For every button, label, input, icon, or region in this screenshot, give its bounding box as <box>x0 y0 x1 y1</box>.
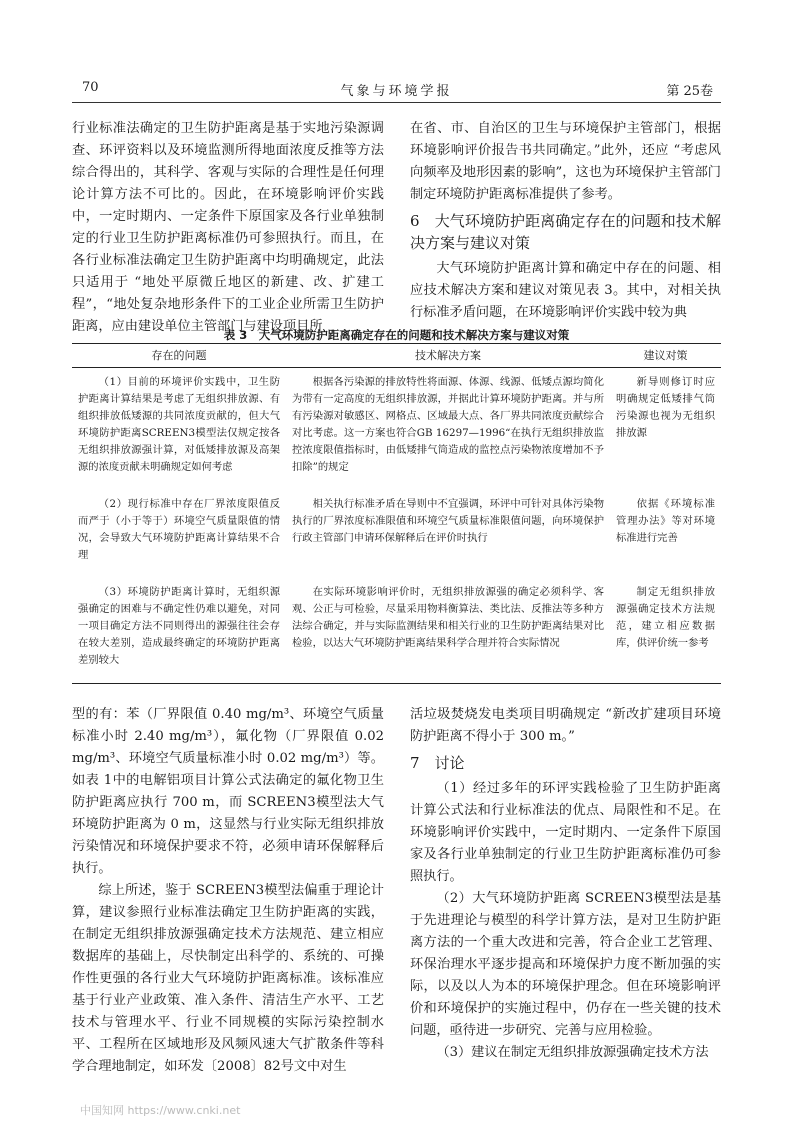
table-row <box>72 368 721 491</box>
advice-cell <box>610 490 721 578</box>
cell-text: 相关执行标准矛盾在导则中不宜强调，环评中可针对具体污染物执行的厂界浓度标准限值和环境空气质量标准限值问题，向环境保护行政主管部门申请环保解释后在评价时执行 <box>292 498 604 544</box>
running-header <box>72 78 721 103</box>
paragraph: （1）经过多年的环评实践检验了卫生防护距离计算公式法和行业标准法的优点、局限性和不足。在环境影响评价实践中，一定时期内、一定条件下原国家及各行业单独制定的行业卫生防护距离标准仍可参照执行。 <box>410 781 721 884</box>
journal-name: 气象与环境学报 <box>340 84 453 99</box>
page-number: 70 <box>82 80 99 95</box>
column-header-solution: 技术解决方案 <box>286 344 610 368</box>
left-column-bottom <box>72 704 384 1078</box>
table-row <box>72 490 721 578</box>
solution-cell <box>286 490 610 578</box>
cell-text: 新导则修订时应明确规定低矮排气筒污染源也视为无组织排放源 <box>616 376 715 439</box>
cell-text: 在实际环境影响评价时，无组织排放源强的确定必须科学、客观、公正与可检验，尽量采用物料衡算法、类比法、反推法等多种方法综合确定，并与实际监测结果和相关行业的卫生防护距离结果对比检验，以达大气环境防护距离结果科学合理并符合实际情况 <box>292 586 604 649</box>
paragraph: 行业标准法确定的卫生防护距离是基于实地污染源调查、环评资料以及环境监测所得地面浓度反推等方法综合得出的，其科学、客观与实际的合理性是任何理论计算方法不可比的。因此，在环境影响评价实践中，一定时期内、一定条件下原国家及各行业单独制定的行业卫生防护距离标准仍可参照执行。而且，在各行业标准法确定卫生防护距离中均明确规定，此法只适用于 “地处平原微丘地区的新建、改、扩建工程”，“地处复杂地形条件下的工业企业所需卫生防护距离，应由建设单位主管部门与建设项目所 <box>72 121 384 334</box>
right-column-bottom <box>410 704 721 1064</box>
cell-text: （2）现行标准中存在厂界浓度限值反而严于（小于等于）环境空气质量限值的情况，会导致大气环境防护距离计算结果不合理 <box>78 498 280 561</box>
paragraph: 大气环境防护距离计算和确定中存在的问题、相应技术解决方案和建议对策见表 3。其中，对相关执行标准矛盾问题，在环境影响评价实践中较为典 <box>410 261 721 320</box>
watermark: 中国知网 https://www.cnki.net <box>80 1104 241 1117</box>
paragraph: 在省、市、自治区的卫生与环境保护主管部门，根据环境影响评价报告书共同确定。”此外，还应 “考虑风向频率及地形因素的影响”，这也为环境保护主管部门制定环境防护距离标准提供了参考。 <box>410 121 721 202</box>
section-7-title: 7 讨论 <box>410 754 465 772</box>
problem-cell <box>72 578 286 684</box>
paragraph: （2）大气环境防护距离 SCREEN3模型法是基于先进理论与模型的科学计算方法，是对卫生防护距离方法的一个重大改进和完善，符合企业工艺管理、环保治理水平逐步提高和环境保护力度不断加强的实际，以及以人为本的环境保护理念。但在环境影响评价和环境保护的实施过程中，仍存在一些关键的技术问题，亟待进一步研究、完善与应用检验。 <box>410 891 721 1038</box>
cell-text: 依据《环境标准管理办法》等对环境标准进行完善 <box>616 498 715 544</box>
cell-text: （1）目前的环境评价实践中，卫生防护距离计算结果是考虑了无组织排放源、有组织排放低矮源的共同浓度贡献的，但大气环境防护距离SCREEN3模型法仅规定按各无组织排放源强计算，对低矮排放源及高架源的浓度贡献未明确规定如何考虑 <box>78 376 280 473</box>
problem-cell <box>72 368 286 491</box>
advice-cell <box>610 578 721 684</box>
paragraph: 型的有：苯（厂界限值 0.40 mg/m³、环境空气质量标准小时 2.40 mg/m³），氟化物（厂界限值 0.02 mg/m³、环境空气质量标准小时 0.02 mg/m³）等。如表 1中的电解铝项目计算公式法确定的氟化物卫生防护距离应执行 700 m，而 SCREEN3模型法大气环境防护距离为 0 m，这显然与行业实际无组织排放污染情况和环境保护要求不符，必须申请环保解释后执行。 <box>72 707 384 876</box>
paragraph: （3）建议在制定无组织排放源强确定技术方法 <box>436 1045 709 1060</box>
paragraph: 综上所述，鉴于 SCREEN3模型法偏重于理论计算，建议参照行业标准法确定卫生防护距离的实践，在制定无组织排放源强确定技术方法规范、建立相应数据库的基础上，尽快制定出科学的、系统的、可操作性更强的各行业大气环境防护距离标准。该标准应基于行业产业政策、准入条件、清洁生产水平、工艺技术与管理水平、行业不同规模的实际污染控制水平、工程所在区域地形及风频风速大气扩散条件等科学合理地制定，如环发〔2008〕82号文中对生 <box>72 883 384 1074</box>
solution-cell <box>286 368 610 491</box>
table-caption: 表 3 大气环境防护距离确定存在的问题和技术解决方案与建议对策 <box>223 328 570 342</box>
section-6-title: 6 大气环境防护距离确定存在的问题和技术解决方案与建议对策 <box>410 212 721 252</box>
solution-cell <box>286 578 610 684</box>
volume-label: 第 25卷 <box>666 84 713 99</box>
paragraph: 活垃圾焚烧发电类项目明确规定 “新改扩建项目环境防护距离不得小于 300 m。” <box>410 707 721 744</box>
right-column-top <box>410 118 721 324</box>
problem-cell <box>72 490 286 578</box>
table-row <box>72 578 721 684</box>
left-column-top <box>72 118 384 338</box>
column-header-advice: 建议对策 <box>610 344 721 368</box>
table-header-row <box>72 344 721 368</box>
advice-cell <box>610 368 721 491</box>
table-3 <box>72 343 721 684</box>
column-header-problem: 存在的问题 <box>72 344 286 368</box>
cell-text: （3）环境防护距离计算时，无组织源强确定的困难与不确定性仍难以避免，对同一项目确定方法不同则得出的源强往往会存在较大差别，造成最终确定的环境防护距离差别较大 <box>78 586 280 666</box>
cell-text: 根据各污染源的排放特性将面源、体源、线源、低矮点源均简化为带有一定高度的无组织排放源，并据此计算环境防护距离。并与所有污染源对敏感区、网格点、区域最大点、各厂界共同浓度贡献综合对比考虑。这一方案也符合GB 16297—1996“在执行无组织排放监控浓度限值指标时，由低矮排气筒造成的监控点污染物浓度增加不予扣除”的规定 <box>292 376 604 473</box>
cell-text: 制定无组织排放源强确定技术方法规范，建立相应数据库，供评价统一参考 <box>616 586 715 649</box>
